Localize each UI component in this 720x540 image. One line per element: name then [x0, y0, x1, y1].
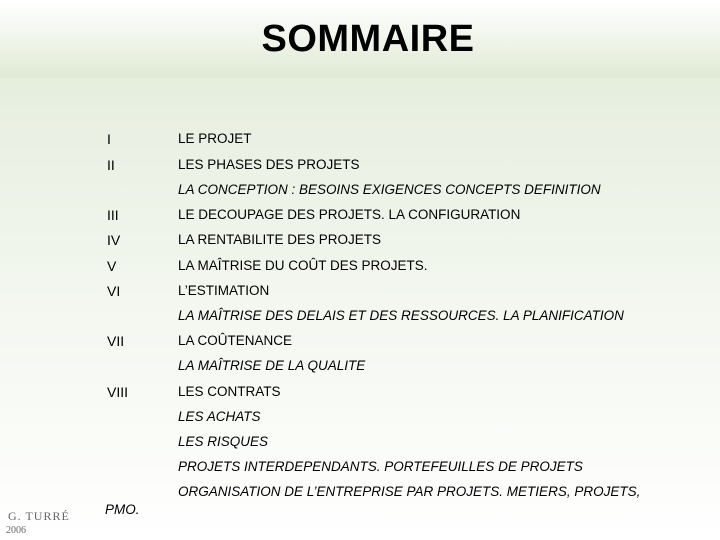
toc-sub-entry-6: LA MAÎTRISE DES DELAIS ET DES RESSOURCES. LA PLANIFICATION: [178, 308, 624, 323]
toc-entry-3: LE DECOUPAGE DES PROJETS. LA CONFIGURATION: [178, 207, 521, 222]
toc-number-7: VII: [107, 333, 125, 349]
toc-sub-entry-7: LA MAÎTRISE DE LA QUALITE: [178, 358, 366, 373]
toc-number-3: III: [107, 207, 119, 223]
toc-entry-4: LA RENTABILITE DES PROJETS: [178, 232, 382, 247]
toc-number-2: II: [107, 157, 115, 173]
toc-number-8: VIII: [107, 384, 129, 400]
footer-author: G. TURRÉ: [8, 509, 70, 523]
toc-number-4: IV: [107, 232, 121, 248]
toc-entry-5: LA MAÎTRISE DU COÛT DES PROJETS.: [178, 258, 428, 273]
toc-sub-entry-8-portefeuilles: PROJETS INTERDEPENDANTS. PORTEFEUILLES DE PROJETS: [178, 459, 583, 474]
toc-entry-1: LE PROJET: [178, 131, 252, 146]
slide-title: SOMMAIRE: [261, 18, 475, 60]
toc-number-5: V: [107, 258, 117, 274]
toc-entry-8: LES CONTRATS: [178, 384, 281, 399]
toc-sub-entry-8-risques: LES RISQUES: [178, 434, 269, 449]
toc-number-1: I: [107, 131, 111, 147]
toc-sub-entry-2: LA CONCEPTION : BESOINS EXIGENCES CONCEPTS DEFINITION: [178, 182, 601, 197]
toc-number-6: VI: [107, 283, 121, 299]
footer-year: 2006: [6, 525, 26, 536]
toc-sub-entry-8-achats: LES ACHATS: [178, 409, 261, 424]
toc-entry-7: LA COÛTENANCE: [178, 333, 293, 348]
toc-entry-6: L’ESTIMATION: [178, 283, 270, 298]
toc-pmo: PMO.: [105, 502, 140, 517]
toc-entry-2: LES PHASES DES PROJETS: [178, 157, 360, 172]
toc-sub-entry-8-organisation: ORGANISATION DE L’ENTREPRISE PAR PROJETS. METIERS, PROJETS,: [178, 484, 641, 499]
